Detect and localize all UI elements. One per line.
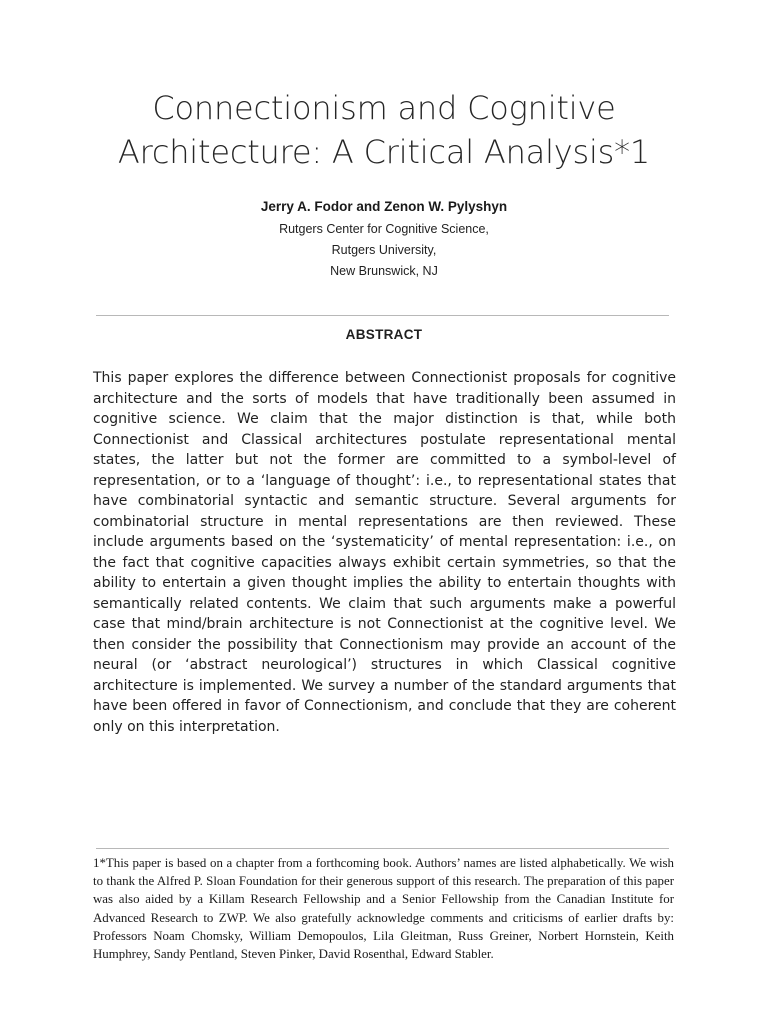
paper-title-line-2: Architecture: A Critical Analysis*1 (117, 133, 651, 171)
paper-title-line-1: Connectionism and Cognitive (152, 89, 616, 127)
affiliation-line-1: Rutgers Center for Cognitive Science, (279, 222, 489, 236)
paper-title (60, 86, 708, 174)
footnote-divider (96, 848, 669, 849)
abstract-body: This paper explores the difference between Connectionist proposals for cognitive architecture and the sorts of models that have traditionally been assumed in cognitive science. We claim that the major distinction is that, while both Connectionist and Classical architectures postulate representational mental states, the latter but not the former are committed to a symbol-level of representation, or to a ‘language of thought’: i.e., to representational states that have combinatorial syntactic and semantic structure. Several arguments for combinatorial structure in mental representations are then reviewed. These include arguments based on the ‘systematicity’ of mental representation: i.e., on the fact that cognitive capacities always exhibit certain symmetries, so that the ability to entertain a given thought implies the ability to entertain thoughts with semantically related contents. We claim that such arguments make a powerful case that mind/brain architecture is not Connectionist at the cognitive level. We then consider the possibility that Connectionism may provide an account of the neural (or ‘abstract neurological’) structures in which Classical cognitive architecture is implemented. We survey a number of the standard arguments that have been offered in favor of Connectionism, and conclude that they are coherent only on this interpretation. (93, 370, 676, 735)
divider-top (96, 315, 669, 316)
author-names: Jerry A. Fodor and Zenon W. Pylyshyn (260, 199, 508, 214)
affiliation-line-3: New Brunswick, NJ (330, 264, 438, 278)
abstract-heading: ABSTRACT (345, 327, 423, 342)
footnote: 1*This paper is based on a chapter from a forthcoming book. Authors’ names are listed alphabetically. We wish to thank the Alfred P. Sloan Foundation for their generous support of this research. The preparation of this paper was also aided by a Killam Research Fellowship and a Senior Fellowship from the Canadian Institute for Advanced Research to ZWP. We also gratefully acknowledge comments and criticisms of earlier drafts by: Professors Noam Chomsky, William Demopoulos, Lila Gleitman, Russ Greiner, Norbert Hornstein, Keith Humphrey, Sandy Pentland, Steven Pinker, David Rosenthal, Edward Stabler. (93, 856, 674, 962)
affiliation-line-2: Rutgers University, (331, 243, 437, 257)
